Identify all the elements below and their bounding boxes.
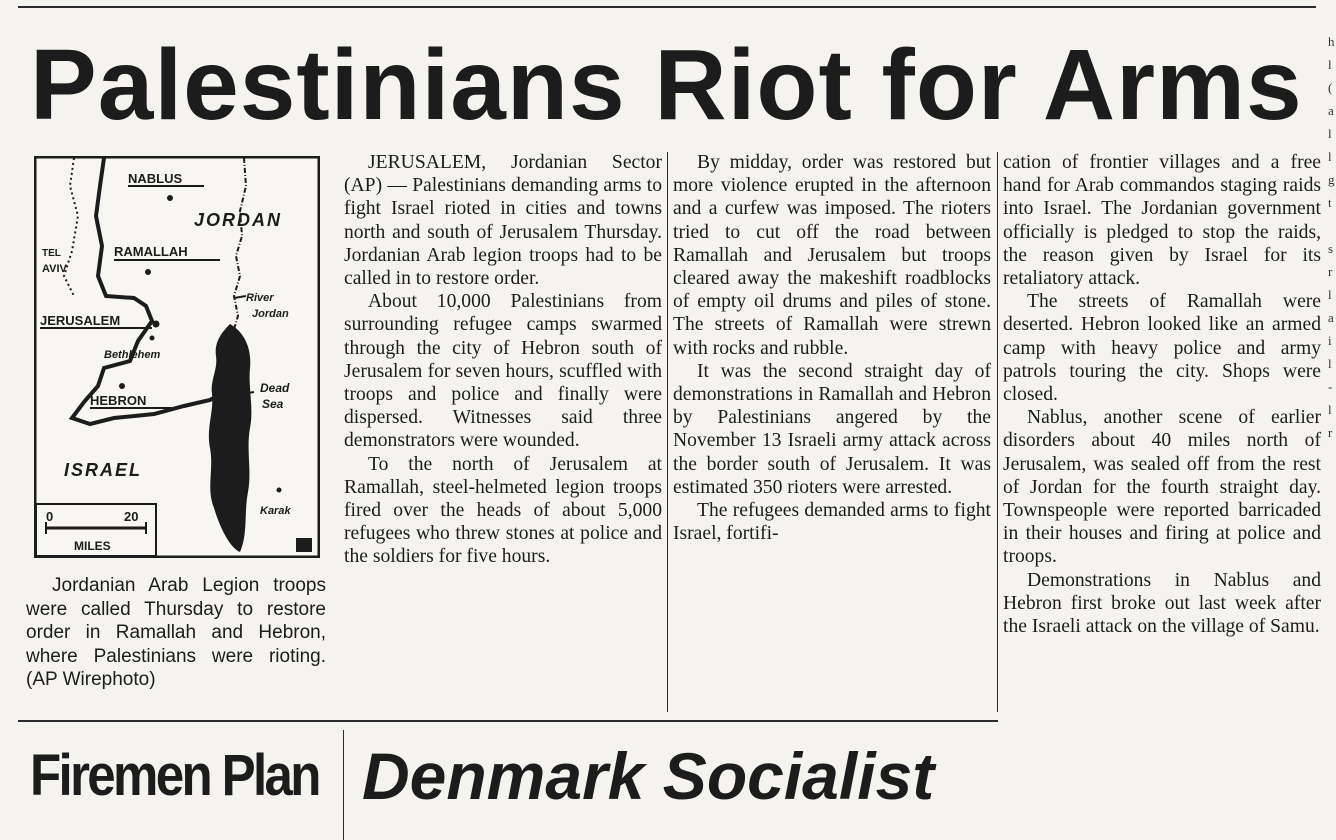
- map-label-hebron: HEBRON: [90, 393, 147, 408]
- adjacent-column-letter: l: [1328, 126, 1332, 141]
- scale-label-0: 0: [46, 509, 54, 524]
- article-column-2: [673, 151, 991, 545]
- map-label-dead: Dead: [260, 381, 290, 395]
- adjacent-column-letter: -: [1328, 379, 1333, 394]
- scale-label-miles: MILES: [74, 539, 111, 553]
- bottom-left-headline: Firemen Plan: [30, 743, 319, 808]
- adjacent-column-letter: l: [1328, 57, 1332, 72]
- article-paragraph: cation of frontier villages and a free hand for Arab commandos staging raids into Israel. The Jordanian government officially is pledged to stop the raids, the reason given by Israel for its retaliatory attack.: [1003, 152, 1321, 290]
- map-label-river-jordan: Jordan: [252, 308, 289, 320]
- article-paragraph: Nablus, another scene of earlier disorders about 40 miles north of Jerusalem, was sealed off from the rest of Jordan for the fourth straight day. Townspeople were reported barricaded in their houses and firing at police and troops.: [1003, 407, 1321, 568]
- map-figure: [34, 156, 320, 558]
- adjacent-column-letter: r: [1328, 264, 1333, 279]
- karak-dot: [277, 488, 282, 493]
- adjacent-column-letter: i: [1328, 333, 1332, 348]
- map-label-karak: Karak: [260, 505, 291, 517]
- column-rule-1: [667, 152, 668, 712]
- article-column-3: [1003, 151, 1321, 638]
- article-paragraph: About 10,000 Palestinians from surrounding refugee camps swarmed through the city of Hebron south of Jerusalem for seven hours, scuffled with troops and police and finally were dispersed. Witnesses said three demonstrators were wounded.: [344, 291, 662, 452]
- adjacent-column-letter: t: [1328, 195, 1332, 210]
- nablus-dot: [167, 195, 173, 201]
- scale-label-20: 20: [124, 509, 139, 524]
- article-paragraph: To the north of Jerusalem at Ramallah, steel-helmeted legion troops fired over the heads of about 5,000 refugees who threw stones at police and the soldiers for five hours.: [344, 453, 662, 568]
- adjacent-column-letter: [1328, 214, 1336, 237]
- adjacent-column-letters: [1326, 0, 1336, 444]
- article-paragraph: The refugees demanded arms to fight Israel, fortifi-: [673, 500, 991, 545]
- adjacent-column-letter: r: [1328, 425, 1333, 440]
- bottom-divider: [343, 730, 344, 840]
- photo-credit-emblem: [296, 538, 312, 552]
- adjacent-column-letter: l: [1328, 149, 1332, 164]
- map-label-aviv: AVIV: [42, 263, 67, 275]
- map-label-nablus: NABLUS: [128, 171, 183, 186]
- adjacent-column-letter: l: [1328, 356, 1332, 371]
- map-svg: [34, 156, 320, 558]
- top-rule: [18, 6, 1316, 8]
- article-paragraph: JERUSALEM, Jordanian Sector (AP) — Palestinians demanding arms to fight Israel rioted in cities and towns north and south of Jerusalem Thursday. Jordanian Arab legion troops had to be called in to restore order.: [344, 152, 662, 290]
- adjacent-column-letter: s: [1328, 241, 1334, 256]
- map-label-river: River: [246, 292, 274, 304]
- hebron-dot: [119, 383, 125, 389]
- map-label-jerusalem: JERUSALEM: [40, 313, 121, 328]
- map-label-israel: ISRAEL: [64, 460, 143, 480]
- adjacent-column-letter: (: [1328, 80, 1333, 95]
- map-label-jordan: JORDAN: [194, 210, 283, 230]
- article-column-1: [344, 151, 662, 569]
- article-paragraph: It was the second straight day of demonstrations in Ramallah and Hebron by Palestinians angered by the November 13 Israeli army attack across the border south of Jerusalem. It was estimated 350 rioters were arrested.: [673, 360, 991, 498]
- map-label-bethlehem: Bethlehem: [104, 349, 161, 361]
- ramallah-dot: [145, 269, 151, 275]
- article-paragraph: By midday, order was restored but more violence erupted in the afternoon and a curfew was imposed. The rioters tried to cut off the road between Ramallah and Jerusalem but troops cleared away the makeshift roadblocks of empty oil drums and piles of stone. The streets of Ramallah were strewn with rocks and rubble.: [673, 152, 991, 359]
- article-paragraph: Demonstrations in Nablus and Hebron first broke out last week after the Israeli attack on the village of Samu.: [1003, 569, 1321, 638]
- adjacent-column-letter: a: [1328, 103, 1334, 118]
- page-headline: Palestinians Riot for Arms: [30, 29, 1303, 141]
- bottom-center-headline: Denmark Socialist: [362, 739, 935, 813]
- map-caption: Jordanian Arab Legion troops were called Thursday to restore order in Ramallah and Hebron, where Palestinians were rioting. (AP Wirephoto): [26, 575, 326, 690]
- adjacent-column-letter: l: [1328, 287, 1332, 302]
- map-label-tel: TEL: [42, 248, 61, 259]
- adjacent-column-letter: g: [1328, 172, 1335, 187]
- article-paragraph: The streets of Ramallah were deserted. Hebron looked like an armed camp with heavy police and army patrols touring the city. Shops were closed.: [1003, 291, 1321, 406]
- map-label-ramallah: RAMALLAH: [114, 244, 188, 259]
- adjacent-column-letter: h: [1328, 34, 1335, 49]
- map-label-sea: Sea: [262, 397, 284, 411]
- adjacent-column-fragment: [1326, 0, 1336, 840]
- column-rule-2: [997, 152, 998, 712]
- bethlehem-dot: [150, 336, 155, 341]
- jerusalem-dot: [153, 321, 160, 328]
- bottom-section-rule: [18, 720, 998, 722]
- adjacent-column-letter: l: [1328, 402, 1332, 417]
- adjacent-column-letter: a: [1328, 310, 1334, 325]
